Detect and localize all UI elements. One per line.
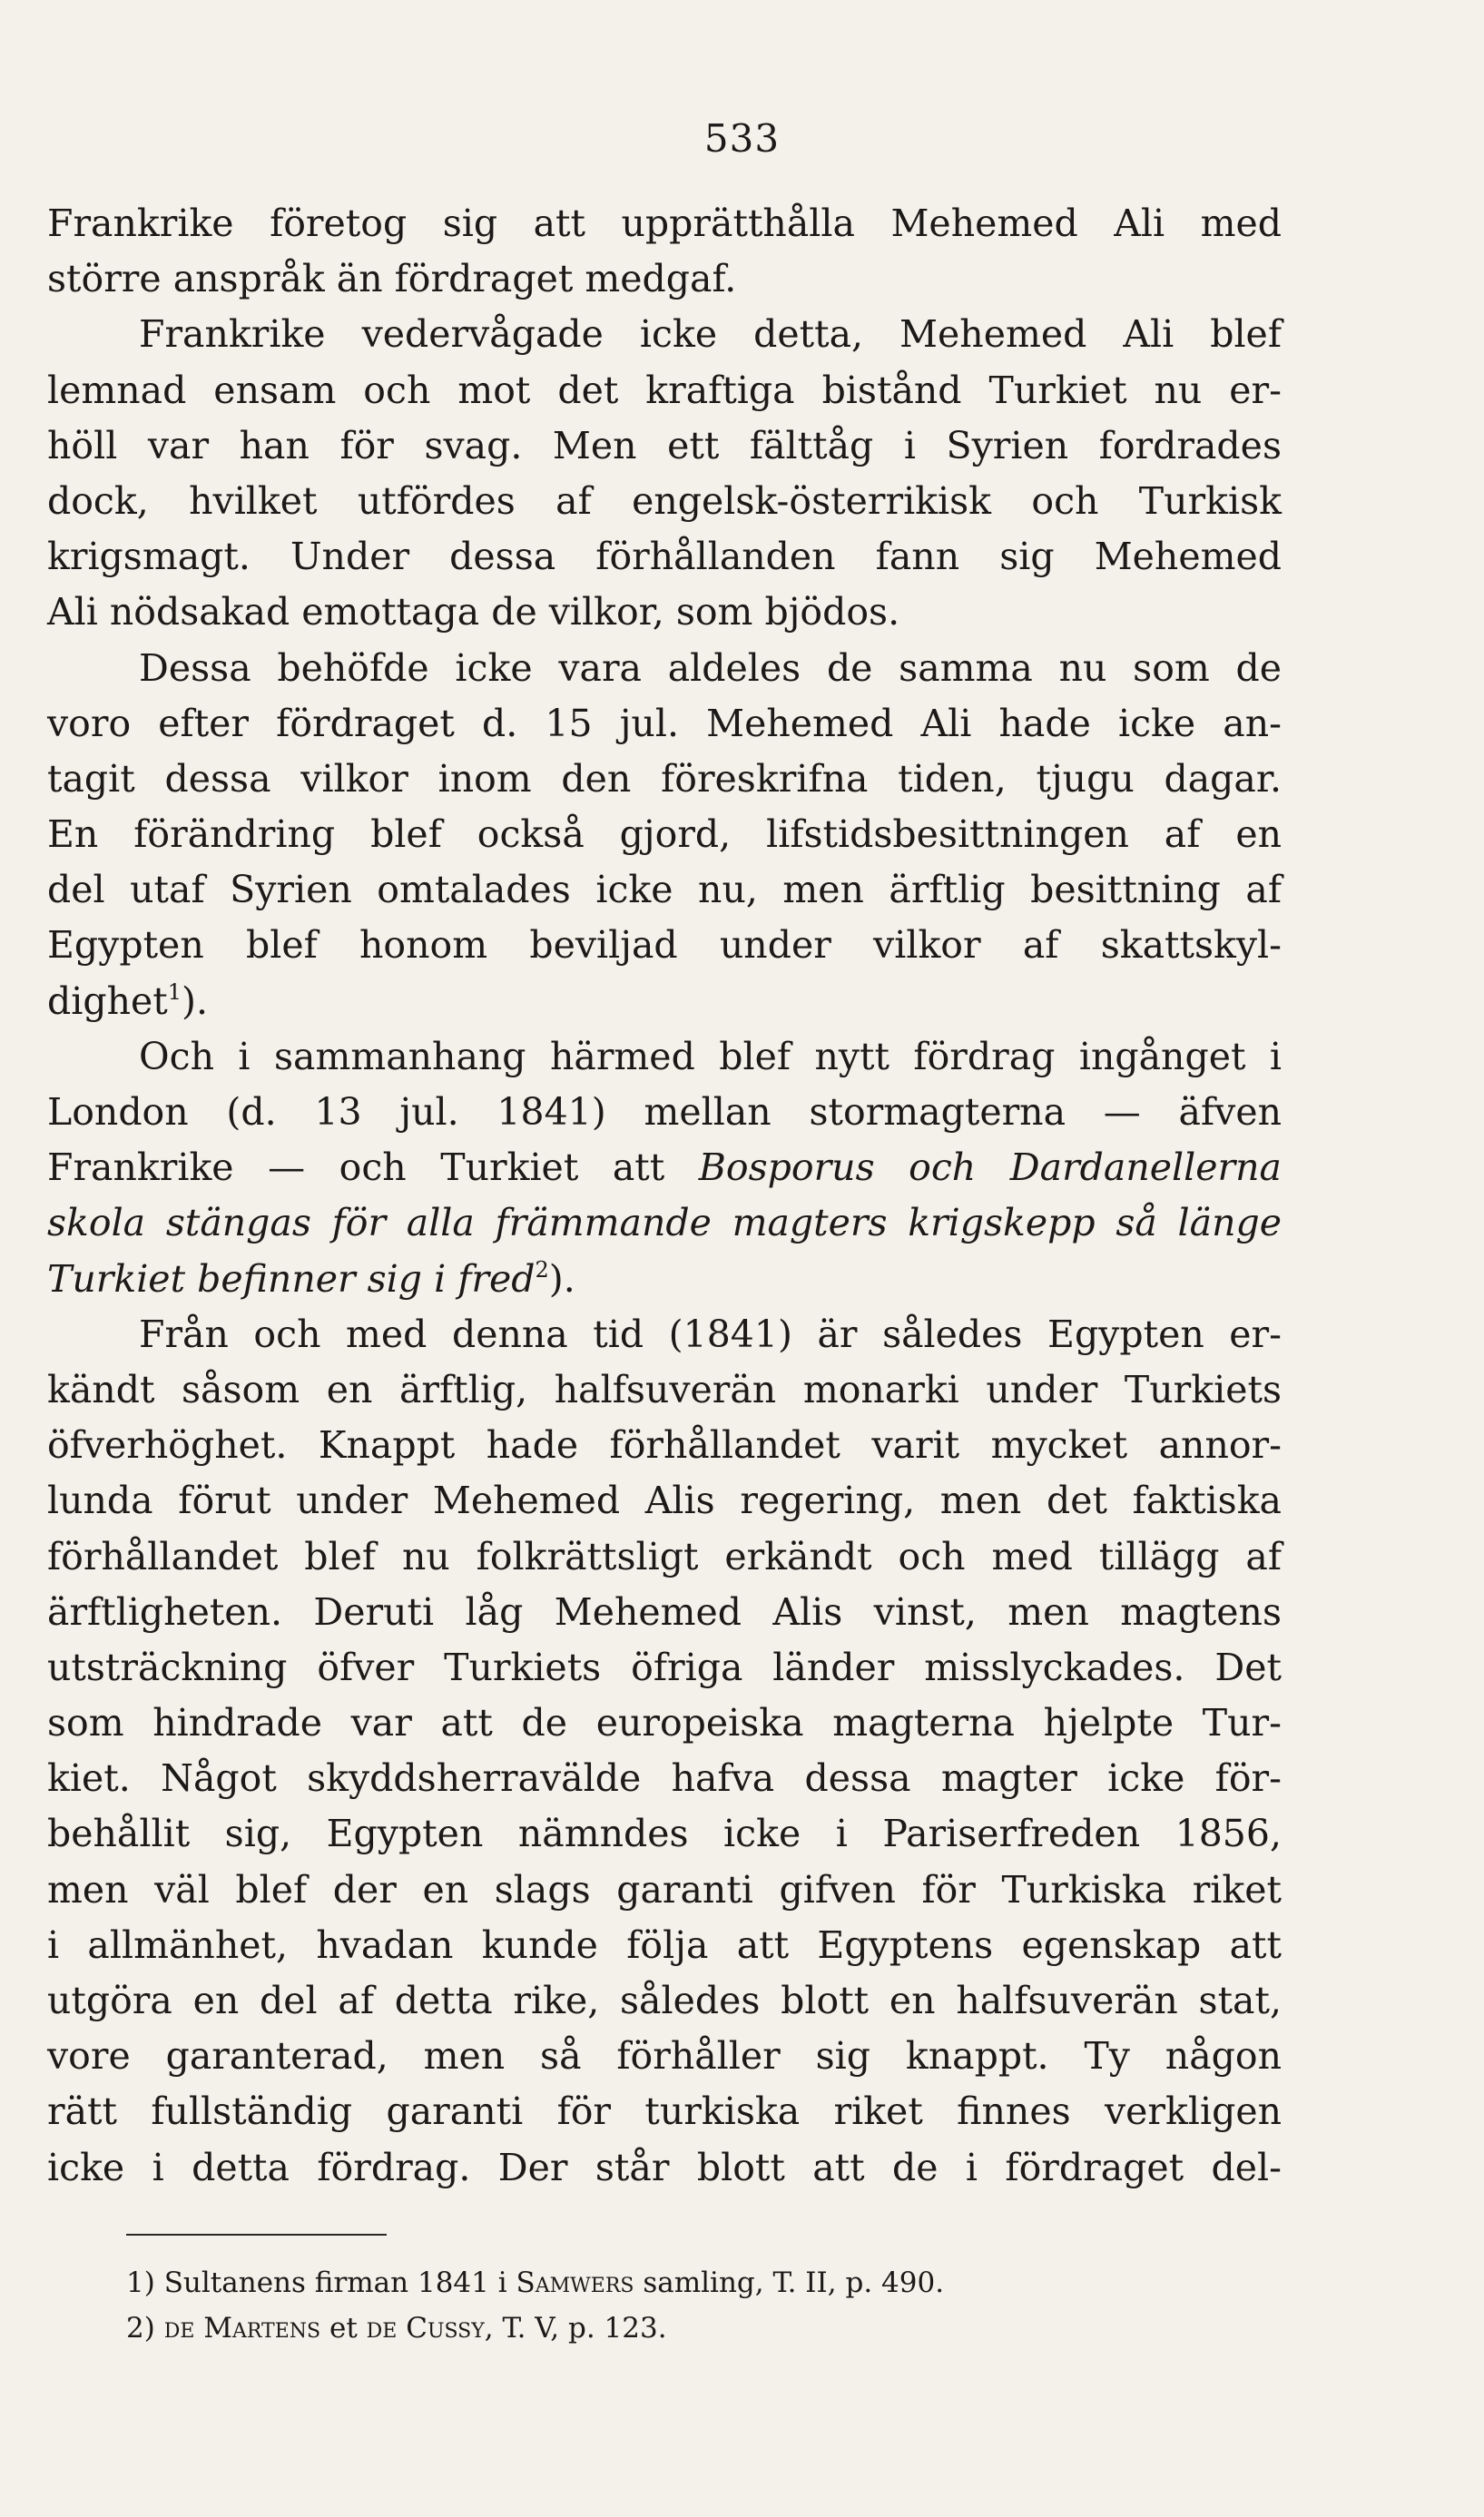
footnote-divider	[126, 2234, 387, 2236]
footnotes	[126, 2260, 1306, 2351]
text-line: förhållandet blef nu folkrättsligt erkändt och med tillägg af	[47, 1534, 1282, 1578]
text-line: kändt såsom en ärftlig, halfsuverän monarki under Turkiets	[47, 1367, 1282, 1411]
text-line: Frankrike vedervågade icke detta, Mehemed Ali blef	[139, 312, 1282, 357]
text-line: Ali nödsakad emottaga de vilkor, som bjödos.	[47, 590, 900, 634]
italic-phrase: Bosporus och Dardanellerna	[698, 1145, 1282, 1190]
text-line: kiet. Något skyddsherravälde hafva dessa magter icke för-	[47, 1756, 1282, 1801]
author-name: Samwers	[516, 2266, 634, 2299]
footnote-text: , T. V, p. 123.	[484, 2312, 667, 2345]
italic-phrase: Turkiet befinner sig i fred	[47, 1256, 536, 1301]
text-line	[47, 1140, 1282, 1195]
text-fragment: dighet	[47, 978, 168, 1023]
text-line: krigsmagt. Under dessa förhållanden fann sig Mehemed	[47, 535, 1282, 579]
footnote-text: samling, T. II, p. 490.	[643, 2266, 945, 2299]
text-line: voro efter fördraget d. 15 jul. Mehemed Ali hade icke an-	[47, 701, 1282, 745]
text-line: i allmänhet, hvadan kunde följa att Egyptens egenskap att	[47, 1922, 1282, 1967]
text-line: Och i sammanhang härmed blef nytt fördrag ingånget i	[139, 1034, 1282, 1078]
footnote-mark: 2)	[126, 2312, 155, 2345]
footnote-mark: 1)	[126, 2266, 155, 2299]
footnote-ref-2[interactable]: 2	[535, 1256, 549, 1283]
text-line: utgöra en del af detta rike, således blott en halfsuverän stat,	[47, 1979, 1282, 2022]
text-line: Frankrike företog sig att upprätthålla Mehemed Ali med	[47, 202, 1282, 245]
text-line: London (d. 13 jul. 1841) mellan stormagterna — äfven	[47, 1090, 1282, 1134]
text-line: rätt fullständig garanti för turkiska riket finnes verkligen	[47, 2089, 1282, 2134]
author-particle: de	[366, 2312, 398, 2345]
footnote-1	[126, 2260, 1306, 2306]
text-line: icke i detta fördrag. Der står blott att de i fördraget del-	[47, 2145, 1282, 2189]
text-line: del utaf Syrien omtalades icke nu, men ärftlig besittning af	[47, 868, 1282, 912]
text-line: som hindrade var att de europeiska magterna hjelpte Tur-	[47, 1701, 1282, 1745]
text-line	[47, 974, 1282, 1029]
text-line: tagit dessa vilkor inom den föreskrifna tiden, tjugu dagar.	[47, 756, 1282, 801]
text-line: dock, hvilket utfördes af engelsk-österrikisk och Turkisk	[47, 478, 1282, 523]
page-number: 533	[703, 116, 781, 161]
footnote-ref-1[interactable]: 1	[167, 978, 182, 1005]
text-line: höll var han för svag. Men ett fälttåg i Syrien fordrades	[47, 423, 1282, 467]
text-fragment: ).	[182, 978, 209, 1023]
text-line: vore garanterad, men så förhåller sig knappt. Ty någon	[47, 2034, 1282, 2079]
text-line: men väl blef der en slags garanti gifven för Turkiska riket	[47, 1867, 1282, 1912]
text-line: Egypten blef honom beviljad under vilkor af skattskyl-	[47, 923, 1282, 968]
author-name: Martens	[203, 2312, 321, 2345]
text-line: Från och med denna tid (1841) är således Egypten er-	[139, 1312, 1282, 1356]
author-particle: de	[163, 2312, 195, 2345]
footnote-2	[126, 2306, 1306, 2351]
text-line: lunda förut under Mehemed Alis regering, men det faktiska	[47, 1479, 1282, 1523]
text-line	[47, 1252, 1282, 1307]
text-line: behållit sig, Egypten nämndes icke i Pariserfreden 1856,	[47, 1812, 1282, 1856]
text-line: ärftligheten. Deruti låg Mehemed Alis vinst, men magtens	[47, 1589, 1282, 1634]
text-line: Dessa behöfde icke vara aldeles de samma nu som de	[139, 645, 1282, 690]
text-fragment: ).	[548, 1256, 575, 1301]
footnote-text: et	[329, 2312, 358, 2345]
text-line: utsträckning öfver Turkiets öfriga länder misslyckades. Det	[47, 1645, 1282, 1689]
text-fragment: Frankrike — och Turkiet att	[47, 1145, 665, 1190]
text-line: större anspråk än fördraget medgaf.	[47, 257, 737, 301]
author-name: Cussy	[406, 2312, 485, 2345]
italic-line: skola stängas för alla främmande magters krigskepp så länge	[47, 1201, 1282, 1245]
text-line: En förändring blef också gjord, lifstidsbesittningen af en	[47, 812, 1282, 857]
text-line: lemnad ensam och mot det kraftiga bistånd Turkiet nu er-	[47, 368, 1282, 412]
main-text	[47, 196, 1282, 2196]
footnote-text: Sultanens firman 1841 i	[163, 2266, 507, 2299]
text-line: öfverhöghet. Knappt hade förhållandet varit mycket annor-	[47, 1423, 1282, 1468]
